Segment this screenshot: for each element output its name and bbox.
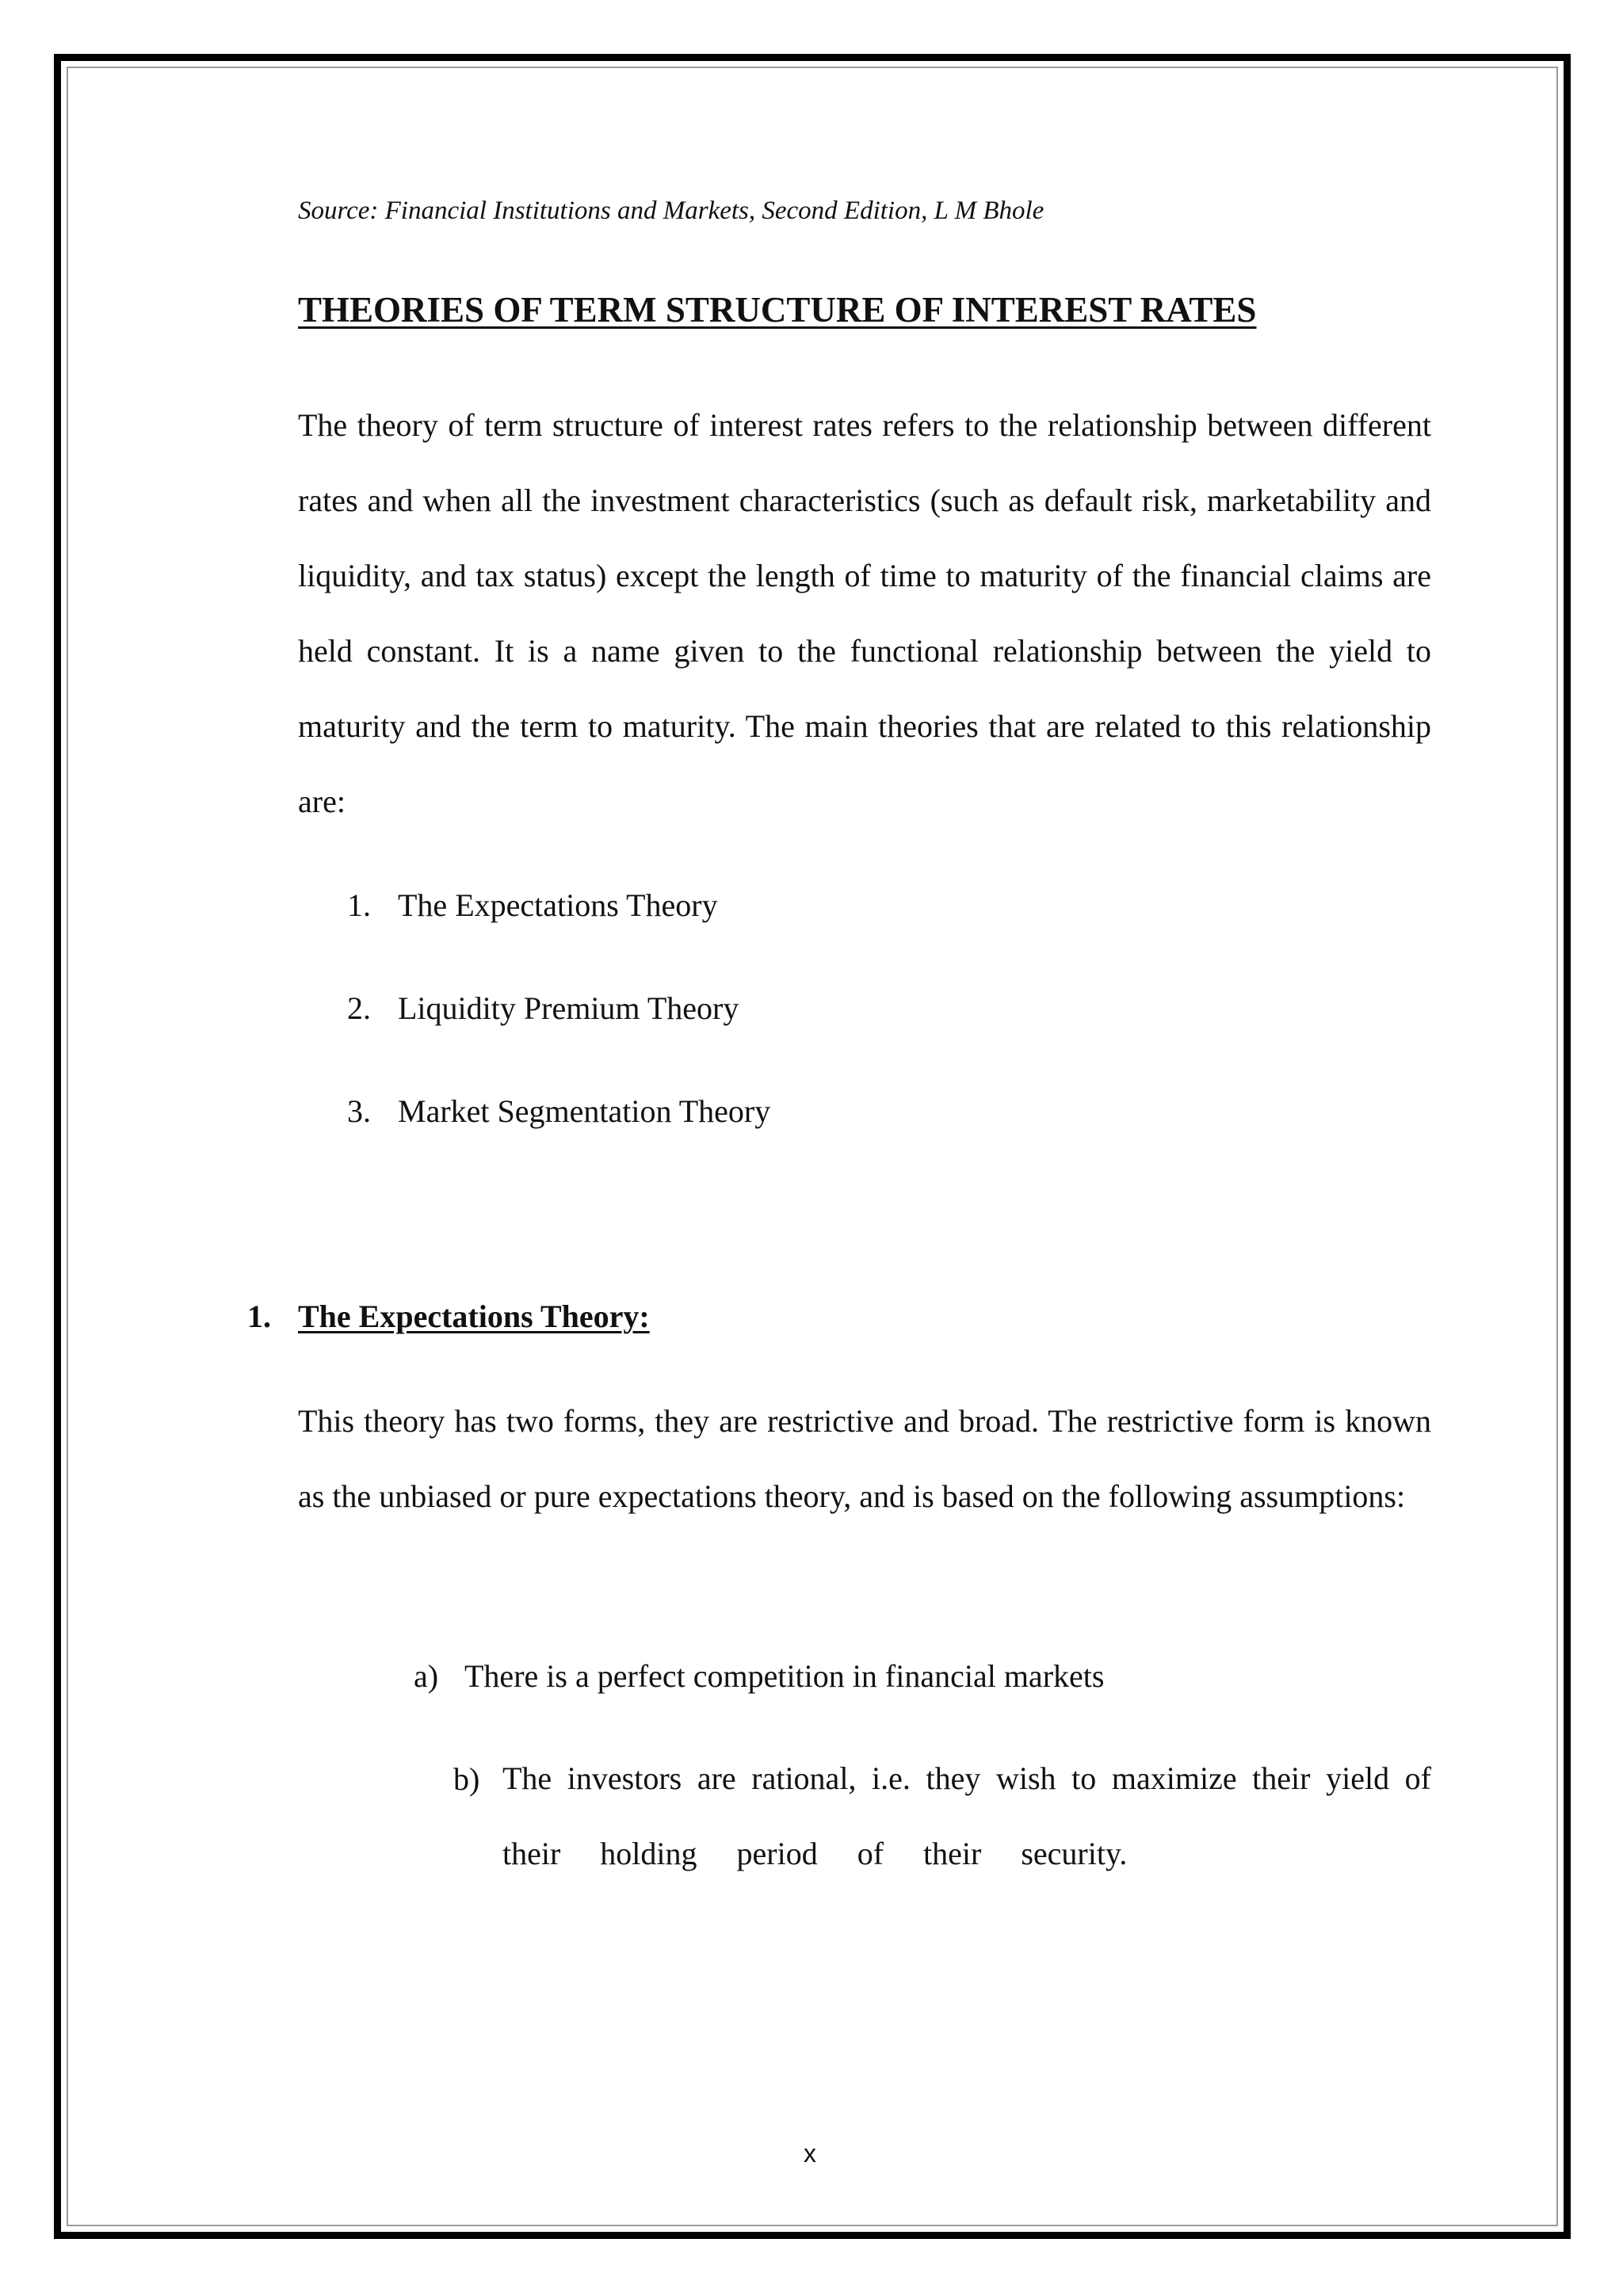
list-item-number: 1. (347, 887, 371, 923)
assumption-text: There is a perfect competition in financial markets (464, 1658, 1105, 1694)
list-item (347, 1093, 770, 1131)
assumption-text-line: The investors are rational, i.e. they wish to maximize their yield of (502, 1760, 1431, 1796)
assumption-label: a) (414, 1658, 439, 1694)
intro-paragraph: The theory of term structure of interest rates refers to the relationship between different rates and when all the investment characteristics (such as default risk, marketability and liquidity, and tax status) except the length of time to maturity of the financial claims are held constant. It is a name given to the functional relationship between the yield to maturity and the term to maturity. The main theories that are related to this relationship are: (298, 407, 1431, 819)
list-item-label: The Expectations Theory (398, 887, 718, 923)
list-item-label: Market Segmentation Theory (398, 1093, 771, 1129)
page-title: THEORIES OF TERM STRUCTURE OF INTEREST RATES (298, 290, 1257, 330)
section-paragraph: This theory has two forms, they are restrictive and broad. The restrictive form is known as the unbiased or pure expectations theory, and is based on the following assumptions: (298, 1403, 1431, 1514)
section-heading-text: The Expectations Theory: (298, 1299, 650, 1334)
list-item (347, 887, 718, 925)
source-citation: Source: Financial Institutions and Markets, Second Edition, L M Bhole (298, 196, 1044, 225)
page-number: x (804, 2139, 816, 2168)
assumption-text-line: their holding period of their security. (502, 1836, 1128, 1871)
assumption-text (502, 1741, 1431, 1891)
section-heading (247, 1298, 650, 1335)
list-item-number: 3. (347, 1093, 371, 1129)
assumption-item (414, 1657, 1104, 1695)
assumption-label: b) (453, 1761, 480, 1797)
list-item (347, 990, 739, 1028)
list-item-label: Liquidity Premium Theory (398, 990, 739, 1026)
list-item-number: 2. (347, 990, 371, 1026)
section-number: 1. (247, 1299, 271, 1334)
